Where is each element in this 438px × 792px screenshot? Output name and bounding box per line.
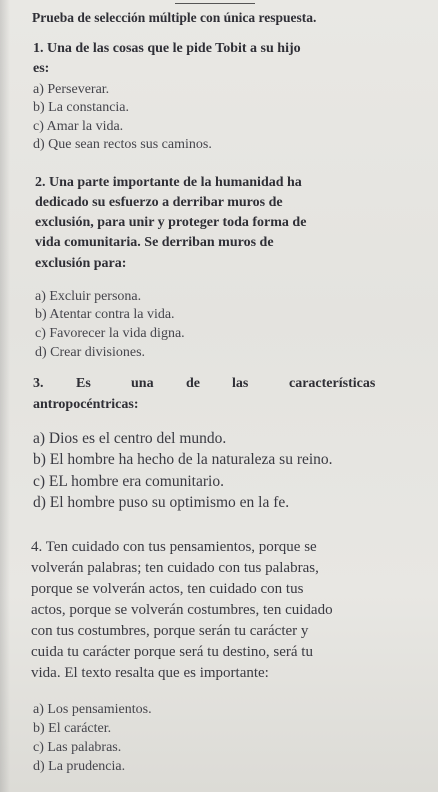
question-4-line-2: volverán palabras; ten cuidado con tus palabras, — [31, 560, 319, 576]
question-2-option-b[interactable]: b) Atentar contra la vida. — [35, 307, 175, 322]
question-1-option-b[interactable]: b) La constancia. — [33, 100, 130, 115]
question-1-option-a[interactable]: a) Perseverar. — [33, 82, 110, 97]
question-3-line-2: antropocéntricas: — [33, 397, 139, 412]
question-2-line-4: vida comunitaria. Se derriban muros de — [35, 235, 274, 250]
question-4-line-6: cuida tu carácter porque será tu destino, será tu — [31, 644, 313, 660]
question-3-option-a[interactable]: a) Dios es el centro del mundo. — [33, 430, 227, 447]
question-4-line-7: vida. El texto resalta que es importante: — [31, 665, 269, 681]
question-3-number: 3. — [33, 376, 44, 391]
question-2-option-d[interactable]: d) Crear divisiones. — [35, 345, 146, 360]
question-3-option-c[interactable]: c) EL hombre era comunitario. — [33, 473, 224, 490]
question-4-line-1: 4. Ten cuidado con tus pensamientos, porque se — [31, 539, 317, 555]
question-4-line-4: actos, porque se volverán costumbres, ten cuidado — [31, 602, 333, 618]
page-edge-shadow — [0, 0, 10, 792]
question-4-option-a[interactable]: a) Los pensamientos. — [33, 702, 152, 717]
question-4-line-5: con tus costumbres, porque serán tu carácter y — [31, 623, 309, 639]
question-2-option-c[interactable]: c) Favorecer la vida digna. — [35, 326, 185, 341]
question-3-option-b[interactable]: b) El hombre ha hecho de la naturaleza su reino. — [33, 451, 333, 468]
question-3-word-de: de — [186, 376, 200, 391]
question-4-option-b[interactable]: b) El carácter. — [33, 721, 112, 736]
question-3-word-una: una — [131, 376, 154, 391]
cropped-top-edge — [0, 0, 438, 8]
question-1-option-c[interactable]: c) Amar la vida. — [33, 119, 124, 134]
question-2-line-2: dedicado su esfuerzo a derribar muros de — [35, 195, 283, 210]
worksheet-title: Prueba de selección múltiple con única respuesta. — [32, 10, 317, 25]
question-3-word-es: Es — [76, 376, 91, 391]
question-4-option-c[interactable]: c) Las palabras. — [33, 740, 122, 755]
question-4-line-3: porque se volverán actos, ten cuidado con tus — [31, 581, 304, 597]
question-3-word-las: las — [232, 376, 249, 391]
question-3-word-caracteristicas: características — [289, 376, 376, 391]
question-2-line-5: exclusión para: — [35, 256, 127, 271]
question-1-option-d[interactable]: d) Que sean rectos sus caminos. — [33, 137, 212, 152]
question-1-line-1: 1. Una de las cosas que le pide Tobit a su hijo — [33, 41, 301, 56]
question-2-line-1: 2. Una parte importante de la humanidad ha — [35, 175, 302, 190]
question-1-line-2: es: — [33, 61, 50, 76]
question-2-option-a[interactable]: a) Excluir persona. — [35, 289, 142, 304]
name-underline — [175, 3, 255, 4]
question-4-option-d[interactable]: d) La prudencia. — [33, 759, 126, 774]
question-3-option-d[interactable]: d) El hombre puso su optimismo en la fe. — [33, 494, 290, 511]
question-2-line-3: exclusión, para unir y proteger toda forma de — [35, 215, 307, 230]
